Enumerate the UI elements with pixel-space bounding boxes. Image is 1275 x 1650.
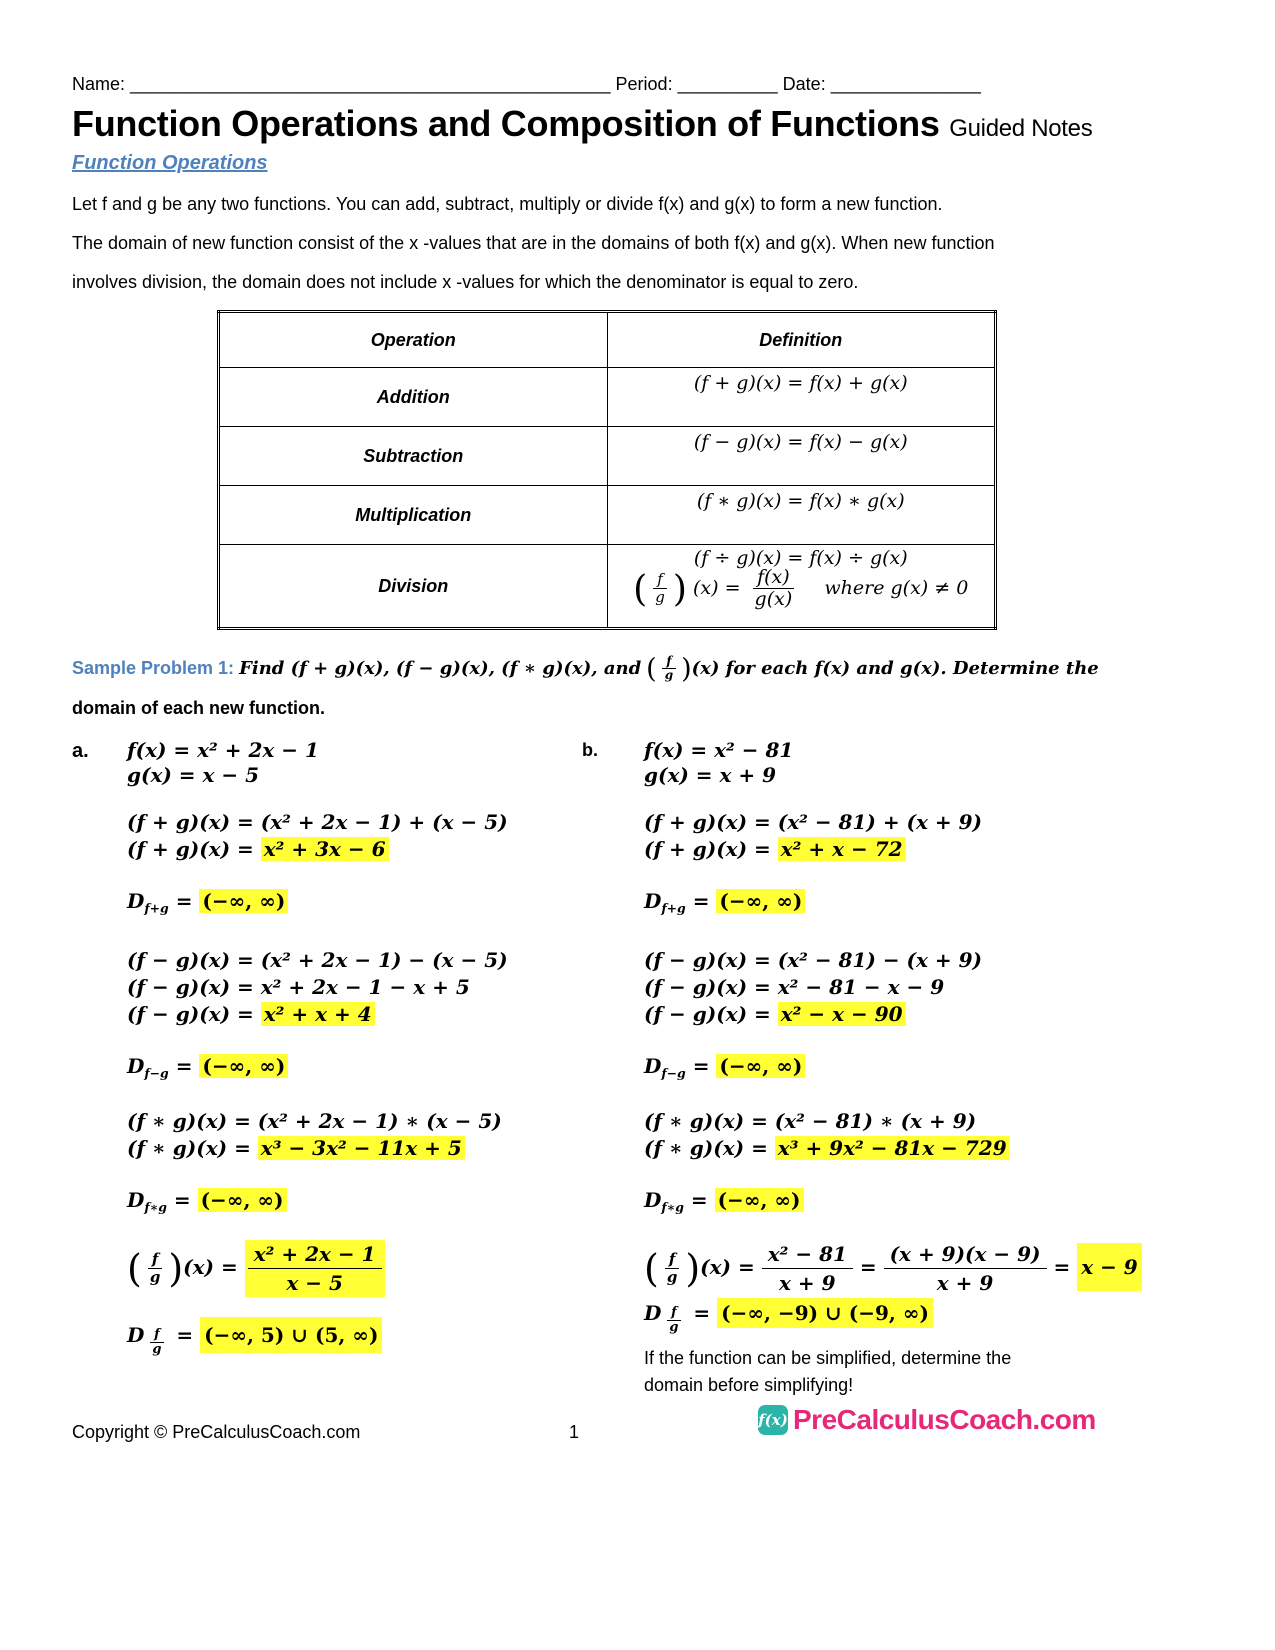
part-b-add-step: (f + g)(x) = (x² − 81) + (x + 9) bbox=[644, 810, 982, 834]
part-a-label: a. bbox=[72, 740, 89, 762]
table-header-operation: Operation bbox=[219, 312, 608, 368]
part-b-add-domain-answer: (−∞, ∞) bbox=[716, 889, 805, 913]
part-a-mul-domain: $D_{f∗g}$ = (−∞, ∞) bbox=[127, 1187, 287, 1220]
table-cell-operation: Multiplication bbox=[219, 486, 608, 545]
part-a-mul-domain-answer: (−∞, ∞) bbox=[198, 1188, 287, 1212]
table-cell-operation: Subtraction bbox=[219, 427, 608, 486]
part-a-add-domain-answer: (−∞, ∞) bbox=[199, 889, 288, 913]
title-subtitle: Guided Notes bbox=[949, 115, 1093, 142]
part-a-add-answer: x² + 3x − 6 bbox=[261, 837, 389, 861]
operations-table bbox=[217, 310, 997, 630]
sample-problem-label: Sample Problem 1: bbox=[72, 657, 235, 678]
part-a-sub-answer: x² + x + 4 bbox=[261, 1002, 375, 1026]
function-logo-icon: f(x) bbox=[758, 1405, 788, 1435]
table-cell-definition: (f ∗ g)(x) = f(x) ∗ g(x) bbox=[696, 490, 905, 512]
part-a-g: g(x) = x − 5 bbox=[127, 763, 260, 787]
copyright-text: Copyright © PreCalculusCoach.com bbox=[72, 1422, 361, 1442]
table-header-row bbox=[219, 312, 996, 368]
table-row bbox=[219, 427, 996, 486]
page-title bbox=[72, 103, 1092, 145]
intro-line-1: Let f and g be any two functions. You can add, subtract, multiply or divide f(x) and g(x) to form a new function. bbox=[72, 194, 943, 214]
part-b-sub-step-1: (f − g)(x) = (x² − 81) − (x + 9) bbox=[644, 948, 982, 972]
part-a-sub-result: (f − g)(x) = x² + x + 4 bbox=[127, 1001, 375, 1028]
precalculuscoach-logo bbox=[758, 1404, 1096, 1436]
part-b-div-domain: D $\frac{f}{g}$ = (−∞, −9) ∪ (−9, ∞) bbox=[644, 1300, 933, 1336]
table-cell-definition: (f + g)(x) = f(x) + g(x) bbox=[693, 372, 908, 394]
part-b-sub-domain: $D_{f-g}$ = (−∞, ∞) bbox=[644, 1053, 805, 1086]
table-cell-operation: Division bbox=[219, 545, 608, 629]
part-a-sub-step-1: (f − g)(x) = (x² + 2x − 1) − (x − 5) bbox=[127, 948, 508, 972]
part-b-add-result: (f + g)(x) = x² + x − 72 bbox=[644, 836, 906, 863]
table-cell-definition: (f − g)(x) = f(x) − g(x) bbox=[693, 431, 908, 453]
table-row bbox=[219, 368, 996, 427]
sample-problem-line-2: domain of each new function. bbox=[72, 698, 326, 718]
sample-problem-statement: Sample Problem 1: Find (f + g)(x), (f − g)(x), (f ∗ g)(x), and ( $\frac{f}{g}$ )(x) for each f(x) and g(x). Determine the bbox=[72, 653, 1099, 685]
table-cell-operation: Addition bbox=[219, 368, 608, 427]
table-row bbox=[219, 545, 996, 629]
part-a-mul-result: (f ∗ g)(x) = x³ − 3x² − 11x + 5 bbox=[127, 1135, 465, 1162]
part-a-f: f(x) = x² + 2x − 1 bbox=[127, 738, 319, 762]
part-a-div-domain: D $\frac{f}{g}$ = (−∞, 5) ∪ (5, ∞) bbox=[127, 1322, 382, 1358]
part-a-add-domain: $D_{f+g}$ = (−∞, ∞) bbox=[127, 888, 288, 921]
part-b-div-answer: x − 9 bbox=[1077, 1243, 1142, 1291]
part-a-sub-domain-answer: (−∞, ∞) bbox=[199, 1054, 288, 1078]
part-b-div-domain-answer: (−∞, −9) ∪ (−9, ∞) bbox=[717, 1298, 933, 1328]
intro-line-3: involves division, the domain does not include x -values for which the denominator is equal to zero. bbox=[72, 272, 859, 292]
part-b-label: b. bbox=[582, 740, 598, 760]
part-a-div-domain-answer: (−∞, 5) ∪ (5, ∞) bbox=[200, 1317, 382, 1353]
part-b-add-answer: x² + x − 72 bbox=[778, 837, 906, 861]
part-b-div-result: ( $\frac{f}{g}$ )(x) = $\frac{\text{x² − 81}}{x + 9}$ = $\frac{(x + 9)(x - 9)}{x + 9}$ = x − 9 bbox=[644, 1240, 1142, 1297]
division-fraction-definition: ( $\frac{f}{g}$ ) (x) = $\frac{f(x)}{g(x)}$ where g(x) ≠ 0 bbox=[633, 566, 969, 610]
part-a-sub-domain: $D_{f-g}$ = (−∞, ∞) bbox=[127, 1053, 288, 1086]
table-cell-definition: (f ÷ g)(x) = f(x) ÷ g(x) bbox=[693, 547, 908, 569]
part-b-g: g(x) = x + 9 bbox=[644, 763, 777, 787]
table-header-definition: Definition bbox=[607, 312, 996, 368]
section-heading: Function Operations bbox=[72, 152, 268, 174]
simplify-note: If the function can be simplified, determine the domain before simplifying! bbox=[644, 1348, 1012, 1395]
part-b-mul-result: (f ∗ g)(x) = x³ + 9x² − 81x − 729 bbox=[644, 1135, 1010, 1162]
intro-line-2: The domain of new function consist of the x -values that are in the domains of both f(x) and g(x). When new function bbox=[72, 233, 995, 253]
logo-text: PreCalculusCoach.com bbox=[793, 1404, 1096, 1435]
part-a-div-answer: $\frac{\text{x² + 2x − 1}}{x - 5}$ bbox=[245, 1240, 385, 1297]
part-b-f: f(x) = x² − 81 bbox=[644, 738, 794, 762]
title-main: Function Operations and Composition of Functions bbox=[72, 103, 940, 144]
table-row bbox=[219, 486, 996, 545]
part-a-add-step: (f + g)(x) = (x² + 2x − 1) + (x − 5) bbox=[127, 810, 508, 834]
part-a-add-result: (f + g)(x) = x² + 3x − 6 bbox=[127, 836, 389, 863]
part-b-mul-domain-answer: (−∞, ∞) bbox=[715, 1188, 804, 1212]
part-b-sub-step-2: (f − g)(x) = x² − 81 − x − 9 bbox=[644, 975, 945, 999]
part-a-mul-step: (f ∗ g)(x) = (x² + 2x − 1) ∗ (x − 5) bbox=[127, 1109, 502, 1133]
part-b-mul-answer: x³ + 9x² − 81x − 729 bbox=[775, 1136, 1010, 1160]
part-b-sub-result: (f − g)(x) = x² − x − 90 bbox=[644, 1001, 906, 1028]
name-period-date-line[interactable]: Name: ________________________________________________ Period: __________ Date: _______________ bbox=[72, 74, 981, 94]
part-b-add-domain: $D_{f+g}$ = (−∞, ∞) bbox=[644, 888, 805, 921]
part-b-mul-domain: $D_{f∗g}$ = (−∞, ∞) bbox=[644, 1187, 804, 1220]
part-a-div-result: ( $\frac{f}{g}$ )(x) = $\frac{\text{x² + 2x − 1}}{x - 5}$ bbox=[127, 1240, 385, 1297]
part-b-sub-domain-answer: (−∞, ∞) bbox=[716, 1054, 805, 1078]
page-number: 1 bbox=[569, 1422, 580, 1442]
part-b-mul-step: (f ∗ g)(x) = (x² − 81) ∗ (x + 9) bbox=[644, 1109, 977, 1133]
part-a-sub-step-2: (f − g)(x) = x² + 2x − 1 − x + 5 bbox=[127, 975, 470, 999]
part-a-mul-answer: x³ − 3x² − 11x + 5 bbox=[258, 1136, 465, 1160]
part-b-sub-answer: x² − x − 90 bbox=[778, 1002, 906, 1026]
